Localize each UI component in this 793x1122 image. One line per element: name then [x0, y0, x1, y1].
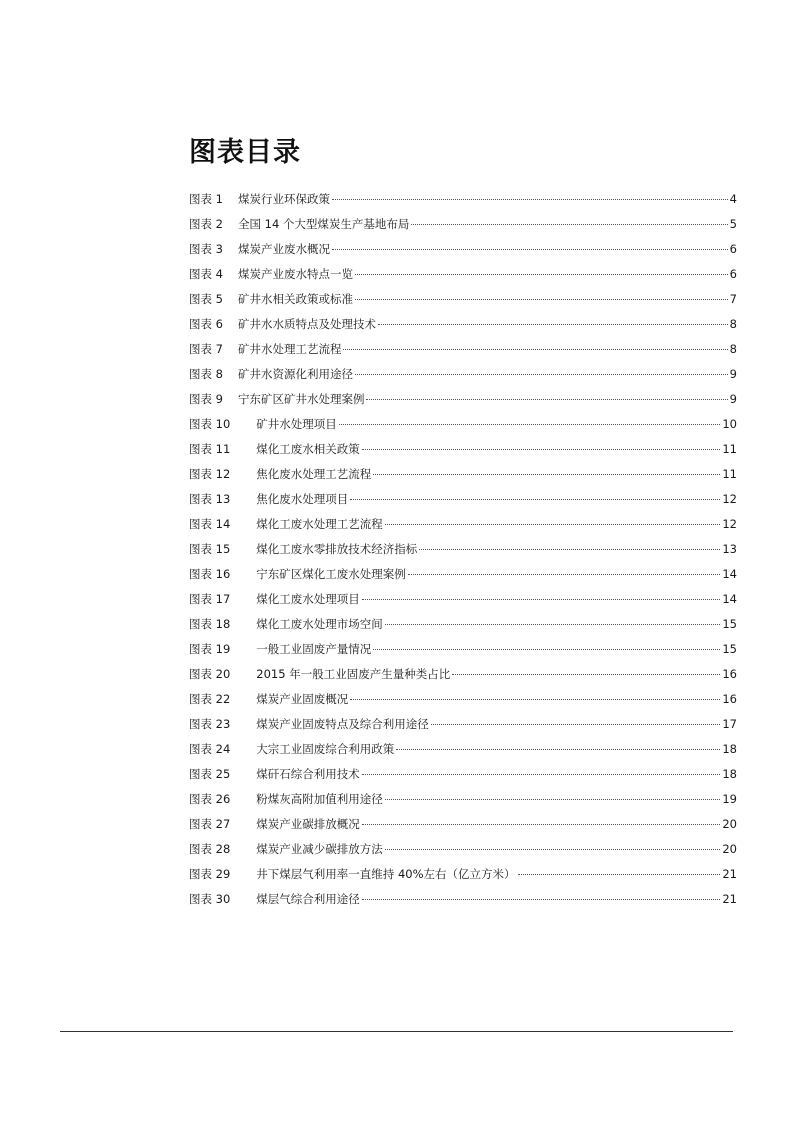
toc-entry-label: 图表 11 — [189, 442, 231, 456]
toc-entry-title: 煤炭产业减少碳排放方法 — [256, 842, 383, 856]
toc-entry-title: 矿井水相关政策或标准 — [237, 292, 353, 306]
toc-entry-leader — [332, 249, 728, 250]
toc-entry[interactable] — [189, 562, 737, 587]
toc-entry-label: 图表 18 — [189, 617, 231, 631]
toc-entry-label: 图表 10 — [189, 417, 231, 431]
toc-entry-title: 2015 年一般工业固废产生量种类占比 — [256, 667, 451, 681]
toc-entry-leader — [396, 749, 720, 750]
toc-entry-label: 图表 8 — [189, 367, 223, 381]
toc-entry-leader — [411, 224, 727, 225]
toc-entry-page: 9 — [729, 392, 737, 406]
page-title: 图表目录 — [189, 137, 301, 168]
toc-entry-page: 12 — [722, 492, 737, 506]
toc-entry-label: 图表 7 — [189, 342, 223, 356]
toc-entry-page: 7 — [729, 292, 737, 306]
toc-entry[interactable] — [189, 637, 737, 662]
toc-entry-label: 图表 3 — [189, 242, 223, 256]
toc-entry-page: 14 — [722, 567, 737, 581]
toc-entry-leader — [350, 699, 720, 700]
toc-entry-page: 21 — [722, 892, 737, 906]
toc-entry-title: 矿井水处理项目 — [256, 417, 337, 431]
toc-entry[interactable] — [189, 187, 737, 212]
toc-entry[interactable] — [189, 362, 737, 387]
toc-entry[interactable] — [189, 787, 737, 812]
toc-entry-title: 宁东矿区煤化工废水处理案例 — [256, 567, 406, 581]
toc-entry-leader — [362, 449, 721, 450]
toc-entry-title: 煤化工废水相关政策 — [256, 442, 360, 456]
toc-entry-page: 12 — [722, 517, 737, 531]
toc-entry-leader — [452, 674, 720, 675]
toc-entry-page: 8 — [729, 342, 737, 356]
toc-entry-page: 17 — [722, 717, 737, 731]
toc-entry-label: 图表 1 — [189, 192, 223, 206]
toc-entry[interactable] — [189, 737, 737, 762]
toc-entry-page: 5 — [729, 217, 737, 231]
toc-entry-leader — [518, 874, 721, 875]
toc-entry-leader — [350, 499, 720, 500]
toc-entry-leader — [362, 599, 721, 600]
toc-entry-title: 煤炭产业固废概况 — [256, 692, 349, 706]
toc-entry-label: 图表 4 — [189, 267, 223, 281]
toc-entry[interactable] — [189, 837, 737, 862]
toc-entry-label: 图表 27 — [189, 817, 231, 831]
toc-entry-label: 图表 30 — [189, 892, 231, 906]
table-of-figures — [189, 187, 737, 912]
toc-entry-title: 煤化工废水零排放技术经济指标 — [256, 542, 418, 556]
toc-entry-title: 井下煤层气利用率一直维持 40%左右（亿立方米） — [256, 867, 516, 881]
toc-entry-label: 图表 9 — [189, 392, 223, 406]
toc-entry-page: 19 — [722, 792, 737, 806]
toc-entry-label: 图表 29 — [189, 867, 231, 881]
toc-entry[interactable] — [189, 437, 737, 462]
toc-entry-leader — [419, 549, 720, 550]
toc-entry-label: 图表 26 — [189, 792, 231, 806]
toc-entry-page: 15 — [722, 642, 737, 656]
toc-entry-page: 20 — [722, 817, 737, 831]
toc-entry-page: 9 — [729, 367, 737, 381]
toc-entry-leader — [385, 524, 721, 525]
toc-entry-leader — [339, 424, 721, 425]
toc-entry-leader — [362, 824, 721, 825]
toc-entry-label: 图表 15 — [189, 542, 231, 556]
toc-entry-title: 焦化废水处理项目 — [256, 492, 349, 506]
toc-entry-title: 煤化工废水处理工艺流程 — [256, 517, 383, 531]
toc-entry-page: 18 — [722, 742, 737, 756]
toc-entry[interactable] — [189, 387, 737, 412]
toc-entry-page: 16 — [722, 692, 737, 706]
toc-entry-title: 煤层气综合利用途径 — [256, 892, 360, 906]
toc-entry-label: 图表 20 — [189, 667, 231, 681]
toc-entry[interactable] — [189, 237, 737, 262]
toc-entry[interactable] — [189, 712, 737, 737]
toc-entry-leader — [355, 374, 728, 375]
toc-entry-label: 图表 24 — [189, 742, 231, 756]
toc-entry-page: 21 — [722, 867, 737, 881]
toc-entry-label: 图表 17 — [189, 592, 231, 606]
toc-entry-page: 18 — [722, 767, 737, 781]
toc-entry[interactable] — [189, 487, 737, 512]
toc-entry-label: 图表 14 — [189, 517, 231, 531]
footer-divider — [60, 1031, 733, 1032]
toc-entry[interactable] — [189, 212, 737, 237]
toc-entry-leader — [408, 574, 721, 575]
toc-entry-label: 图表 23 — [189, 717, 231, 731]
toc-entry-label: 图表 28 — [189, 842, 231, 856]
toc-entry-page: 11 — [722, 442, 737, 456]
toc-entry-page: 15 — [722, 617, 737, 631]
toc-entry-page: 16 — [722, 667, 737, 681]
toc-entry-title: 矿井水资源化利用途径 — [237, 367, 353, 381]
toc-entry[interactable] — [189, 412, 737, 437]
toc-entry[interactable] — [189, 262, 737, 287]
toc-entry-title: 煤炭产业碳排放概况 — [256, 817, 360, 831]
toc-entry-title: 粉煤灰高附加值利用途径 — [256, 792, 383, 806]
toc-entry-leader — [385, 849, 721, 850]
toc-entry[interactable] — [189, 337, 737, 362]
toc-entry[interactable] — [189, 762, 737, 787]
toc-entry-label: 图表 25 — [189, 767, 231, 781]
toc-entry-label: 图表 6 — [189, 317, 223, 331]
toc-entry-page: 13 — [722, 542, 737, 556]
toc-entry[interactable] — [189, 862, 737, 887]
toc-entry[interactable] — [189, 287, 737, 312]
toc-entry-leader — [362, 774, 721, 775]
toc-entry-title: 煤化工废水处理项目 — [256, 592, 360, 606]
toc-entry-label: 图表 13 — [189, 492, 231, 506]
toc-entry-page: 14 — [722, 592, 737, 606]
toc-entry-label: 图表 5 — [189, 292, 223, 306]
toc-entry-leader — [373, 649, 720, 650]
toc-entry-title: 矿井水水质特点及处理技术 — [237, 317, 376, 331]
toc-entry-leader — [373, 474, 720, 475]
toc-entry-leader — [431, 724, 721, 725]
toc-entry-page: 6 — [729, 242, 737, 256]
toc-entry-page: 6 — [729, 267, 737, 281]
toc-entry-label: 图表 12 — [189, 467, 231, 481]
toc-entry[interactable] — [189, 512, 737, 537]
toc-entry-title: 一般工业固废产量情况 — [256, 642, 372, 656]
toc-entry[interactable] — [189, 662, 737, 687]
toc-entry[interactable] — [189, 687, 737, 712]
toc-entry-page: 20 — [722, 842, 737, 856]
toc-entry[interactable] — [189, 462, 737, 487]
toc-entry[interactable] — [189, 612, 737, 637]
toc-entry[interactable] — [189, 587, 737, 612]
toc-entry-page: 4 — [729, 192, 737, 206]
toc-entry-title: 煤炭行业环保政策 — [237, 192, 330, 206]
toc-entry-title: 焦化废水处理工艺流程 — [256, 467, 372, 481]
toc-entry-leader — [362, 899, 721, 900]
toc-entry[interactable] — [189, 537, 737, 562]
toc-entry-title: 大宗工业固废综合利用政策 — [256, 742, 395, 756]
toc-entry[interactable] — [189, 812, 737, 837]
toc-entry-leader — [343, 349, 727, 350]
toc-entry-title: 煤矸石综合利用技术 — [256, 767, 360, 781]
toc-entry-title: 煤炭产业废水特点一览 — [237, 267, 353, 281]
toc-entry-page: 10 — [722, 417, 737, 431]
toc-entry-page: 8 — [729, 317, 737, 331]
toc-entry-page: 11 — [722, 467, 737, 481]
toc-entry-leader — [355, 299, 728, 300]
toc-entry-label: 图表 19 — [189, 642, 231, 656]
toc-entry-leader — [366, 399, 727, 400]
toc-entry[interactable] — [189, 312, 737, 337]
toc-entry-title: 宁东矿区矿井水处理案例 — [237, 392, 365, 406]
toc-entry-title: 全国 14 个大型煤炭生产基地布局 — [237, 217, 410, 231]
toc-entry-label: 图表 16 — [189, 567, 231, 581]
toc-entry-title: 矿井水处理工艺流程 — [237, 342, 342, 356]
toc-entry-title: 煤化工废水处理市场空间 — [256, 617, 383, 631]
toc-entry-label: 图表 2 — [189, 217, 223, 231]
toc-entry-leader — [385, 624, 721, 625]
toc-entry-leader — [378, 324, 728, 325]
toc-entry-title: 煤炭产业固废特点及综合利用途径 — [256, 717, 429, 731]
toc-entry-title: 煤炭产业废水概况 — [237, 242, 330, 256]
toc-entry-leader — [355, 274, 728, 275]
toc-entry-leader — [385, 799, 721, 800]
toc-entry[interactable] — [189, 887, 737, 912]
toc-entry-leader — [332, 199, 728, 200]
toc-entry-label: 图表 22 — [189, 692, 231, 706]
